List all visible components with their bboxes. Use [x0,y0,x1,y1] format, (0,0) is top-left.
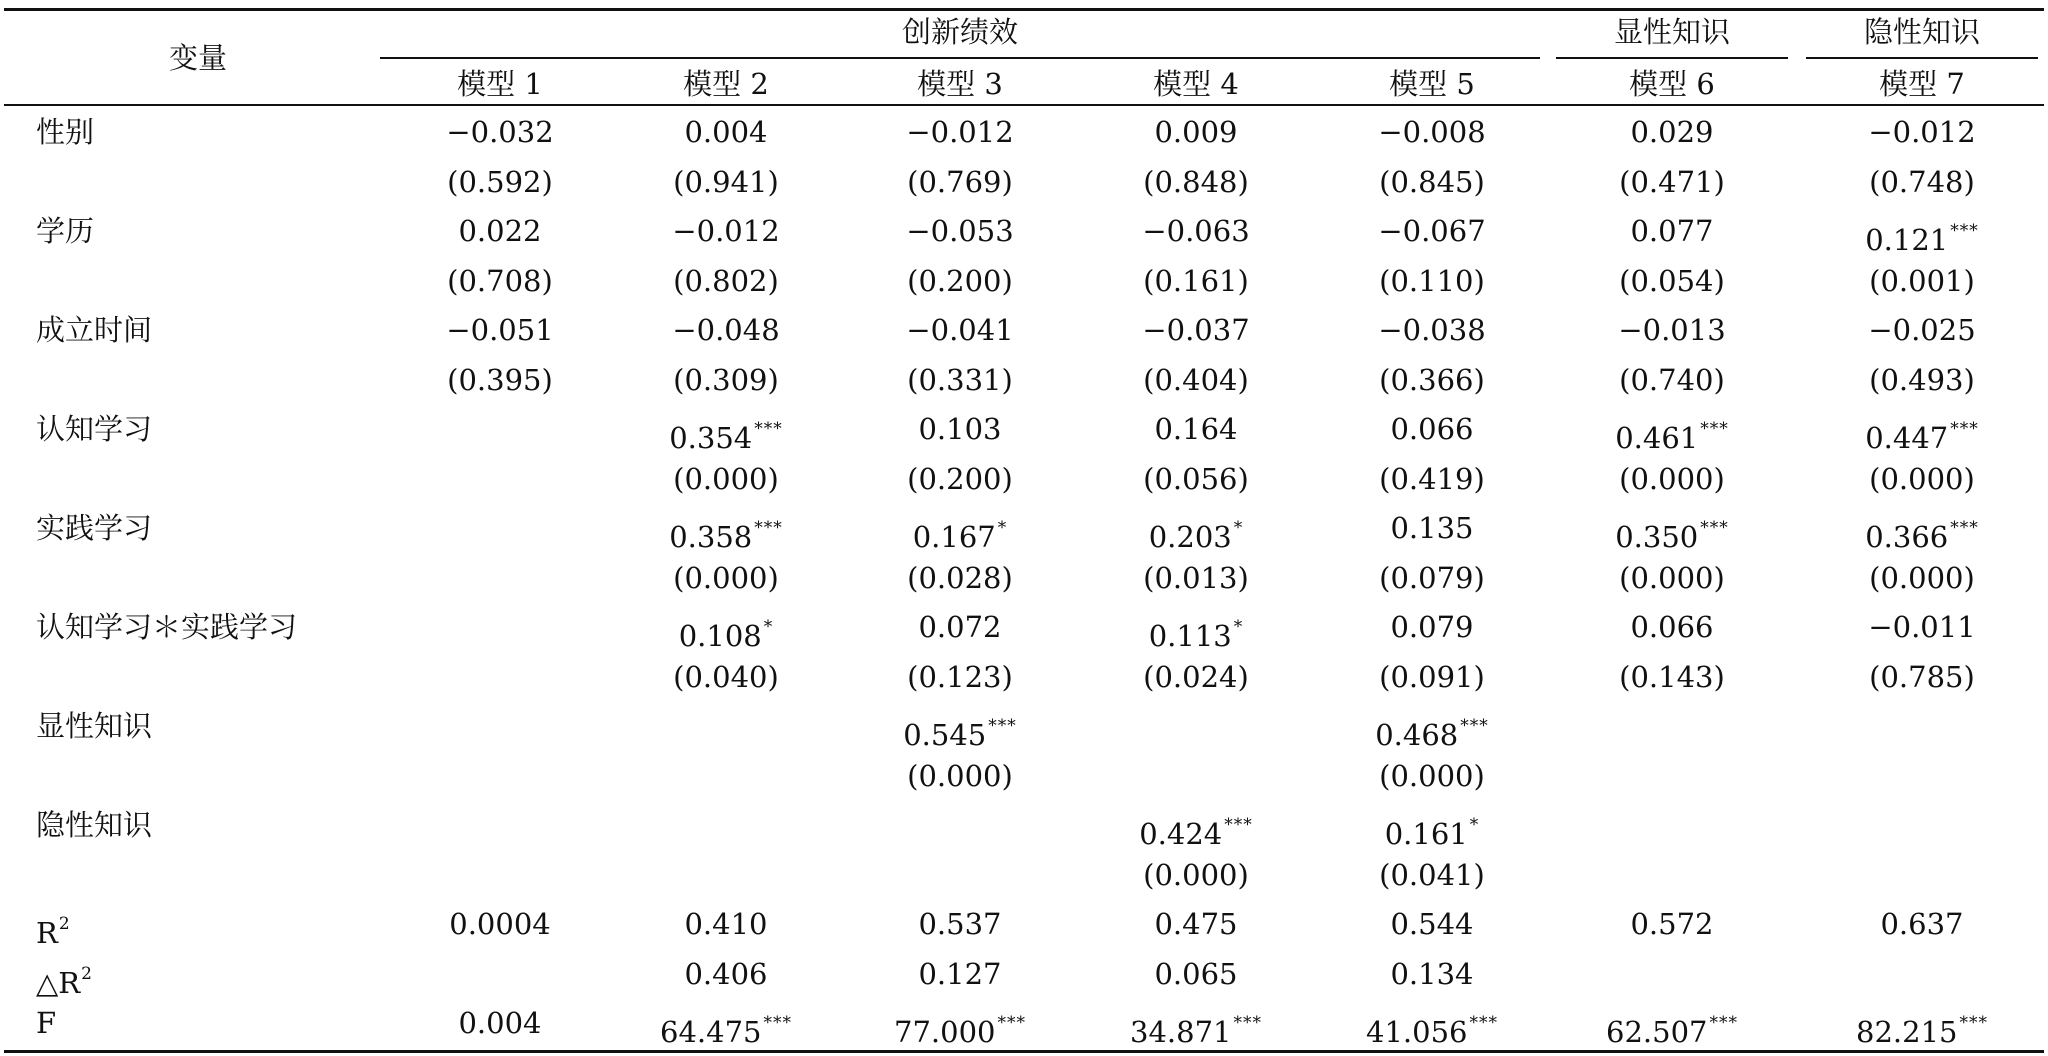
coefficient-cell [1375,706,1489,755]
stat-cell [918,904,1001,944]
significance-marker: *** [1950,221,1979,241]
significance-marker: *** [1460,716,1489,736]
significance-marker: *** [1233,1013,1262,1033]
coefficient-cell-value: 0.108 [678,619,762,653]
p-value-cell-value: (0.785) [1869,659,1975,694]
coefficient-cell [906,112,1013,152]
p-value-cell-value: (0.110) [1379,263,1485,298]
coefficient-cell-value: 0.077 [1630,214,1714,248]
coefficient-cell [446,112,553,152]
p-value-cell-value: (0.091) [1379,659,1485,694]
p-value-cell-value: (0.395) [447,362,553,397]
p-value-cell [673,162,779,202]
coefficient-cell-value: 0.424 [1139,817,1223,851]
p-value-cell [673,261,779,301]
p-value-cell [673,360,779,400]
coefficient-cell [1865,508,1979,557]
p-value-cell-value: (0.000) [907,758,1013,793]
p-value-cell-value: (0.331) [907,362,1013,397]
p-value-cell [1869,162,1975,202]
p-value-cell-value: (0.161) [1143,263,1249,298]
coefficient-cell-value: −0.012 [906,115,1014,149]
p-value-cell-value: (0.708) [447,263,553,298]
coefficient-cell-value: −0.013 [1618,313,1726,347]
coefficient-cell-value: 0.366 [1865,520,1949,554]
p-value-cell [907,261,1013,301]
stat-cell-value: 0.406 [684,956,768,991]
p-value-cell-value: (0.123) [907,659,1013,694]
row-label: 实践学习 [36,511,153,545]
stat-cell [458,1003,541,1043]
p-value-cell-value: (0.040) [673,659,779,694]
p-value-cell [1379,657,1485,697]
p-value-cell [1379,459,1485,499]
p-value-cell [447,162,553,202]
coefficient-cell [458,211,541,251]
stat-cell-value: 0.475 [1154,907,1238,941]
p-value-cell-value: (0.493) [1869,362,1975,397]
stat-cell [918,954,1001,994]
significance-marker: *** [763,1013,792,1033]
stat-cell-value: 64.475 [660,1015,762,1049]
p-value-cell-value: (0.013) [1143,560,1249,595]
significance-marker: *** [997,1013,1026,1033]
p-value-cell [907,459,1013,499]
stat-cell [1630,904,1713,944]
p-value-cell-value: (0.848) [1143,164,1249,199]
model-header: 模型 7 [1879,67,1965,101]
stat-cell-value: 0.637 [1880,907,1964,941]
header-rule [4,104,2044,106]
stat-cell-value: 0.572 [1630,907,1714,941]
significance-marker: *** [1700,518,1729,538]
p-value-cell [1869,459,1975,499]
variable-header: 变量 [168,41,228,75]
p-value-cell-value: (0.000) [673,461,779,496]
significance-marker: *** [1709,1013,1738,1033]
significance-marker: * [1233,518,1244,538]
p-value-cell-value: (0.769) [907,164,1013,199]
coefficient-cell [1142,211,1249,251]
group-rule-innovation [380,57,1540,59]
row-label: 成立时间 [36,313,153,347]
coefficient-cell-value: 0.004 [684,115,768,149]
p-value-cell [907,360,1013,400]
p-value-cell-value: (0.309) [673,362,779,397]
coefficient-cell-value: 0.066 [1390,412,1474,446]
p-value-cell-value: (0.404) [1143,362,1249,397]
p-value-cell-value: (0.845) [1379,164,1485,199]
coefficient-cell-value: 0.545 [903,718,987,752]
group-header-explicit: 显性知识 [1613,15,1731,49]
stat-cell-value: 0.0004 [449,907,551,941]
coefficient-cell [1868,310,1975,350]
stat-cell [660,1003,792,1052]
p-value-cell [447,261,553,301]
stat-cell-value: 0.065 [1154,956,1238,991]
stat-cell [1606,1003,1738,1052]
model-header: 模型 6 [1629,67,1715,101]
p-value-cell [1379,756,1485,796]
coefficient-cell-value: 0.121 [1865,223,1949,257]
p-value-cell [673,657,779,697]
significance-marker: *** [1959,1013,1988,1033]
p-value-cell-value: (0.941) [673,164,779,199]
significance-marker: *** [988,716,1017,736]
coefficient-cell-value: 0.072 [918,610,1002,644]
row-label: 性别 [36,115,95,149]
stat-cell-value: 0.537 [918,907,1002,941]
coefficient-cell-value: 0.022 [458,214,542,248]
coefficient-cell-value: −0.037 [1142,313,1250,347]
p-value-cell [1619,360,1725,400]
p-value-cell [1869,558,1975,598]
stat-cell [1154,904,1237,944]
p-value-cell [1379,162,1485,202]
coefficient-cell [1154,112,1237,152]
stat-cell [1856,1003,1988,1052]
p-value-cell [1869,657,1975,697]
coefficient-cell-value: 0.135 [1390,511,1474,545]
coefficient-cell-value: 0.066 [1630,610,1714,644]
stat-label-text: △R [36,965,81,1000]
significance-marker: *** [1469,1013,1498,1033]
group-rule-tacit [1806,57,2038,59]
p-value-cell-value: (0.592) [447,164,553,199]
coefficient-cell [1378,310,1485,350]
significance-marker: *** [1700,419,1729,439]
significance-marker: * [763,617,774,637]
p-value-cell-value: (0.802) [673,263,779,298]
coefficient-cell [918,607,1001,647]
model-header: 模型 1 [457,67,543,101]
p-value-cell [1869,261,1975,301]
row-label: 显性知识 [36,709,153,743]
coefficient-cell-value: −0.038 [1378,313,1486,347]
coefficient-cell [679,607,774,656]
p-value-cell [907,756,1013,796]
p-value-cell-value: (0.000) [1619,560,1725,595]
coefficient-cell [1630,211,1713,251]
significance-marker: * [1469,815,1480,835]
coefficient-cell-value: −0.012 [672,214,780,248]
stat-cell-value: 62.507 [1606,1015,1708,1049]
coefficient-cell [906,310,1013,350]
coefficient-cell [1865,211,1979,260]
p-value-cell [1619,558,1725,598]
p-value-cell-value: (0.000) [1619,461,1725,496]
coefficient-cell-value: 0.164 [1154,412,1238,446]
row-label: 学历 [36,214,95,248]
coefficient-cell-value: 0.468 [1375,718,1459,752]
significance-marker: * [997,518,1008,538]
group-rule-explicit [1556,57,1788,59]
stat-cell-value: 0.134 [1390,956,1474,991]
model-header: 模型 4 [1153,67,1239,101]
p-value-cell-value: (0.041) [1379,857,1485,892]
p-value-cell [1143,657,1249,697]
coefficient-cell-value: 0.079 [1390,610,1474,644]
p-value-cell [907,162,1013,202]
stat-label-text: F [36,1006,57,1040]
coefficient-cell [684,112,767,152]
p-value-cell-value: (0.024) [1143,659,1249,694]
stat-label-text: R [36,916,58,950]
coefficient-cell-value: 0.029 [1630,115,1714,149]
coefficient-cell [1390,508,1473,548]
coefficient-cell [446,310,553,350]
p-value-cell [673,558,779,598]
stat-cell [1154,954,1237,994]
coefficient-cell [669,409,783,458]
stat-cell [684,904,767,944]
significance-marker: *** [754,518,783,538]
coefficient-cell-value: −0.067 [1378,214,1486,248]
significance-marker: *** [754,419,783,439]
stat-cell-value: 82.215 [1856,1015,1958,1049]
coefficient-cell-value: 0.354 [669,421,753,455]
coefficient-cell [1154,409,1237,449]
coefficient-cell [1149,508,1244,557]
p-value-cell [1143,162,1249,202]
coefficient-cell [918,409,1001,449]
coefficient-cell [1139,805,1253,854]
p-value-cell [1379,558,1485,598]
stat-cell [894,1003,1026,1052]
coefficient-cell [672,211,779,251]
coefficient-cell-value: 0.161 [1384,817,1468,851]
coefficient-cell [1385,805,1480,854]
row-label: 认知学习＊实践学习 [36,610,298,644]
p-value-cell [1379,360,1485,400]
p-value-cell [907,657,1013,697]
top-rule [4,8,2044,11]
coefficient-cell [1865,409,1979,458]
p-value-cell-value: (0.001) [1869,263,1975,298]
p-value-cell [1143,360,1249,400]
p-value-cell-value: (0.000) [1869,560,1975,595]
stat-cell-value: 41.056 [1366,1015,1468,1049]
coefficient-cell-value: −0.041 [906,313,1014,347]
coefficient-cell [1868,607,1975,647]
coefficient-cell-value: 0.358 [669,520,753,554]
p-value-cell-value: (0.000) [673,560,779,595]
coefficient-cell-value: −0.011 [1868,610,1976,644]
stat-label [36,1003,56,1043]
model-header: 模型 2 [683,67,769,101]
stat-label [36,954,92,1003]
coefficient-cell-value: −0.053 [906,214,1014,248]
coefficient-cell-value: 0.203 [1148,520,1232,554]
p-value-cell [1143,261,1249,301]
coefficient-cell-value: 0.350 [1615,520,1699,554]
group-header-innovation: 创新绩效 [901,15,1019,49]
p-value-cell [1869,360,1975,400]
p-value-cell [1379,855,1485,895]
coefficient-cell-value: 0.447 [1865,421,1949,455]
coefficient-cell-value: −0.008 [1378,115,1486,149]
coefficient-cell [1149,607,1244,656]
p-value-cell-value: (0.200) [907,263,1013,298]
coefficient-cell [906,211,1013,251]
stat-cell-value: 0.004 [458,1006,542,1040]
p-value-cell-value: (0.748) [1869,164,1975,199]
coefficient-cell-value: 0.113 [1148,619,1232,653]
p-value-cell-value: (0.740) [1619,362,1725,397]
p-value-cell-value: (0.419) [1379,461,1485,496]
p-value-cell-value: (0.143) [1619,659,1725,694]
coefficient-cell [1378,112,1485,152]
coefficient-cell [1615,409,1729,458]
coefficient-cell-value: −0.025 [1868,313,1976,347]
coefficient-cell [672,310,779,350]
coefficient-cell-value: −0.032 [446,115,554,149]
coefficient-cell [1378,211,1485,251]
p-value-cell-value: (0.200) [907,461,1013,496]
significance-marker: * [1233,617,1244,637]
significance-marker: *** [1950,518,1979,538]
coefficient-cell-value: 0.461 [1615,421,1699,455]
coefficient-cell [913,508,1008,557]
coefficient-cell [1630,112,1713,152]
coefficient-cell [1390,607,1473,647]
coefficient-cell [1390,409,1473,449]
coefficient-cell [1142,310,1249,350]
stat-cell [684,954,767,994]
p-value-cell [1143,558,1249,598]
coefficient-cell-value: 0.103 [918,412,1002,446]
p-value-cell [673,459,779,499]
p-value-cell-value: (0.000) [1379,758,1485,793]
stat-cell-value: 0.127 [918,956,1002,991]
stat-cell [1130,1003,1262,1052]
p-value-cell [1619,162,1725,202]
stat-cell-value: 0.544 [1390,907,1474,941]
model-header: 模型 3 [917,67,1003,101]
stat-cell [1880,904,1963,944]
coefficient-cell-value: 0.167 [912,520,996,554]
stat-cell [1390,954,1473,994]
stat-cell [449,904,550,944]
p-value-cell [1619,261,1725,301]
p-value-cell [1143,459,1249,499]
coefficient-cell [1868,112,1975,152]
coefficient-cell [669,508,783,557]
coefficient-cell-value: −0.012 [1868,115,1976,149]
p-value-cell-value: (0.366) [1379,362,1485,397]
significance-marker: *** [1950,419,1979,439]
stat-label [36,904,70,953]
p-value-cell [447,360,553,400]
coefficient-cell-value: −0.048 [672,313,780,347]
coefficient-cell [1618,310,1725,350]
stat-cell-value: 0.410 [684,907,768,941]
group-header-tacit: 隐性知识 [1863,15,1981,49]
p-value-cell-value: (0.028) [907,560,1013,595]
coefficient-cell-value: −0.051 [446,313,554,347]
model-header: 模型 5 [1389,67,1475,101]
coefficient-cell [1630,607,1713,647]
coefficient-cell-value: 0.009 [1154,115,1238,149]
p-value-cell-value: (0.000) [1143,857,1249,892]
p-value-cell [1379,261,1485,301]
p-value-cell-value: (0.000) [1869,461,1975,496]
coefficient-cell [903,706,1017,755]
p-value-cell-value: (0.056) [1143,461,1249,496]
p-value-cell [1619,657,1725,697]
stat-cell-value: 34.871 [1130,1015,1232,1049]
significance-marker: *** [1224,815,1253,835]
stat-cell-value: 77.000 [894,1015,996,1049]
stat-label-superscript: 2 [58,914,70,934]
row-label: 隐性知识 [36,808,153,842]
row-label: 认知学习 [36,412,153,446]
p-value-cell [1143,855,1249,895]
p-value-cell-value: (0.054) [1619,263,1725,298]
p-value-cell-value: (0.471) [1619,164,1725,199]
stat-cell [1390,904,1473,944]
stat-label-superscript: 2 [81,963,92,984]
stat-cell [1366,1003,1498,1052]
p-value-cell [1619,459,1725,499]
coefficient-cell-value: −0.063 [1142,214,1250,248]
p-value-cell [907,558,1013,598]
coefficient-cell [1615,508,1729,557]
p-value-cell-value: (0.079) [1379,560,1485,595]
